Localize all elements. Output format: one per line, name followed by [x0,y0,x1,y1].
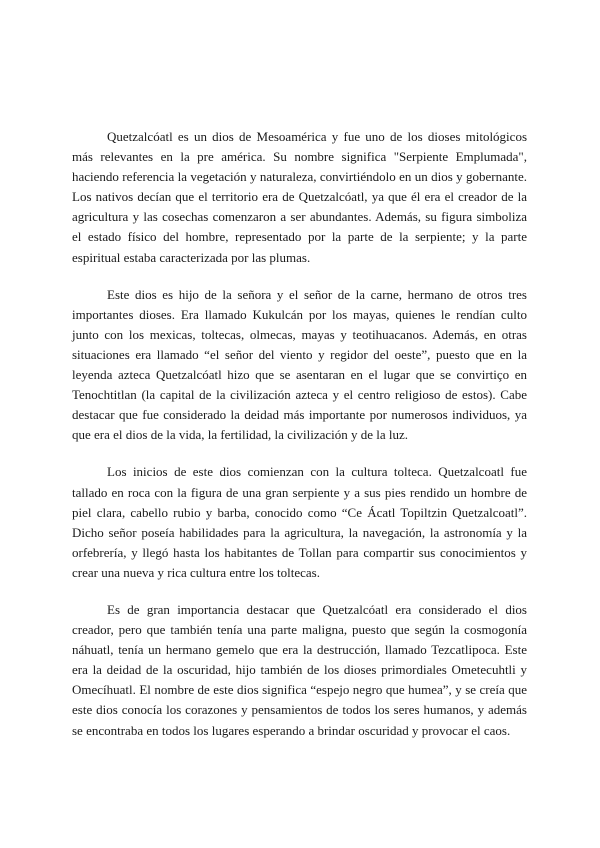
paragraph-4: Es de gran importancia destacar que Quetzalcóatl era considerado el dios creador, pero que también tenía una parte maligna, puesto que según la cosmogonía náhuatl, tenía un hermano gemelo que era la destrucción, llamado Tezcatlipoca. Este era la deidad de la oscuridad, hijo también de los dioses primordiales Ometecuhtli y Omecíhuatl. El nombre de este dios significa “espejo negro que humea”, y se creía que este dios conocía los corazones y pensamientos de todos los seres humanos, y además se encontraba en todos los lugares esperando a brindar oscuridad y provocar el caos. [72,601,527,738]
paragraph-3: Los inicios de este dios comienzan con la cultura tolteca. Quetzalcoatl fue tallado en roca con la figura de una gran serpiente y a sus pies rendido un hombre de piel clara, cabello rubio y barba, conocido como “Ce Ácatl Topiltzin Quetzalcoatl”. Dicho señor poseía habilidades para la agricultura, la navegación, la astronomía y la orfebrería, y llegó hasta los habitantes de Tollan para compartir sus conocimientos y crear una nueva y rica cultura entre los toltecas. [72,464,527,580]
document-page [72,127,527,758]
paragraph-2: Este dios es hijo de la señora y el señor de la carne, hermano de otros tres importantes dioses. Era llamado Kukulcán por los mayas, quienes le rendían culto junto con los mexicas, toltecas, olmecas, mayas y teotihuacanos. Además, en otras situaciones era llamado “el señor del viento y regidor del oeste”, puesto que en la leyenda azteca Quetzalcóatl hizo que se asentaran en el lugar que se convirtiço en Tenochtitlan (la capital de la civilización azteca y el centro religioso de estos). Cabe destacar que fue considerado la deidad más importante por numerosos individuos, ya que era el dios de la vida, la fertilidad, la civilización y de la luz. [72,286,527,443]
paragraph-1: Quetzalcóatl es un dios de Mesoamérica y fue uno de los dioses mitológicos más relevantes en la pre américa. Su nombre significa "Serpiente Emplumada", haciendo referencia la vegetación y naturaleza, convirtiéndolo en un dios y gobernante. Los nativos decían que el territorio era de Quetzalcóatl, ya que él era el creador de la agricultura y las cosechas comenzaron a ser abundantes. Además, su figura simboliza el estado físico del hombre, representado por la parte de la serpiente; y la parte espiritual estaba caracterizada por las plumas. [72,129,527,265]
